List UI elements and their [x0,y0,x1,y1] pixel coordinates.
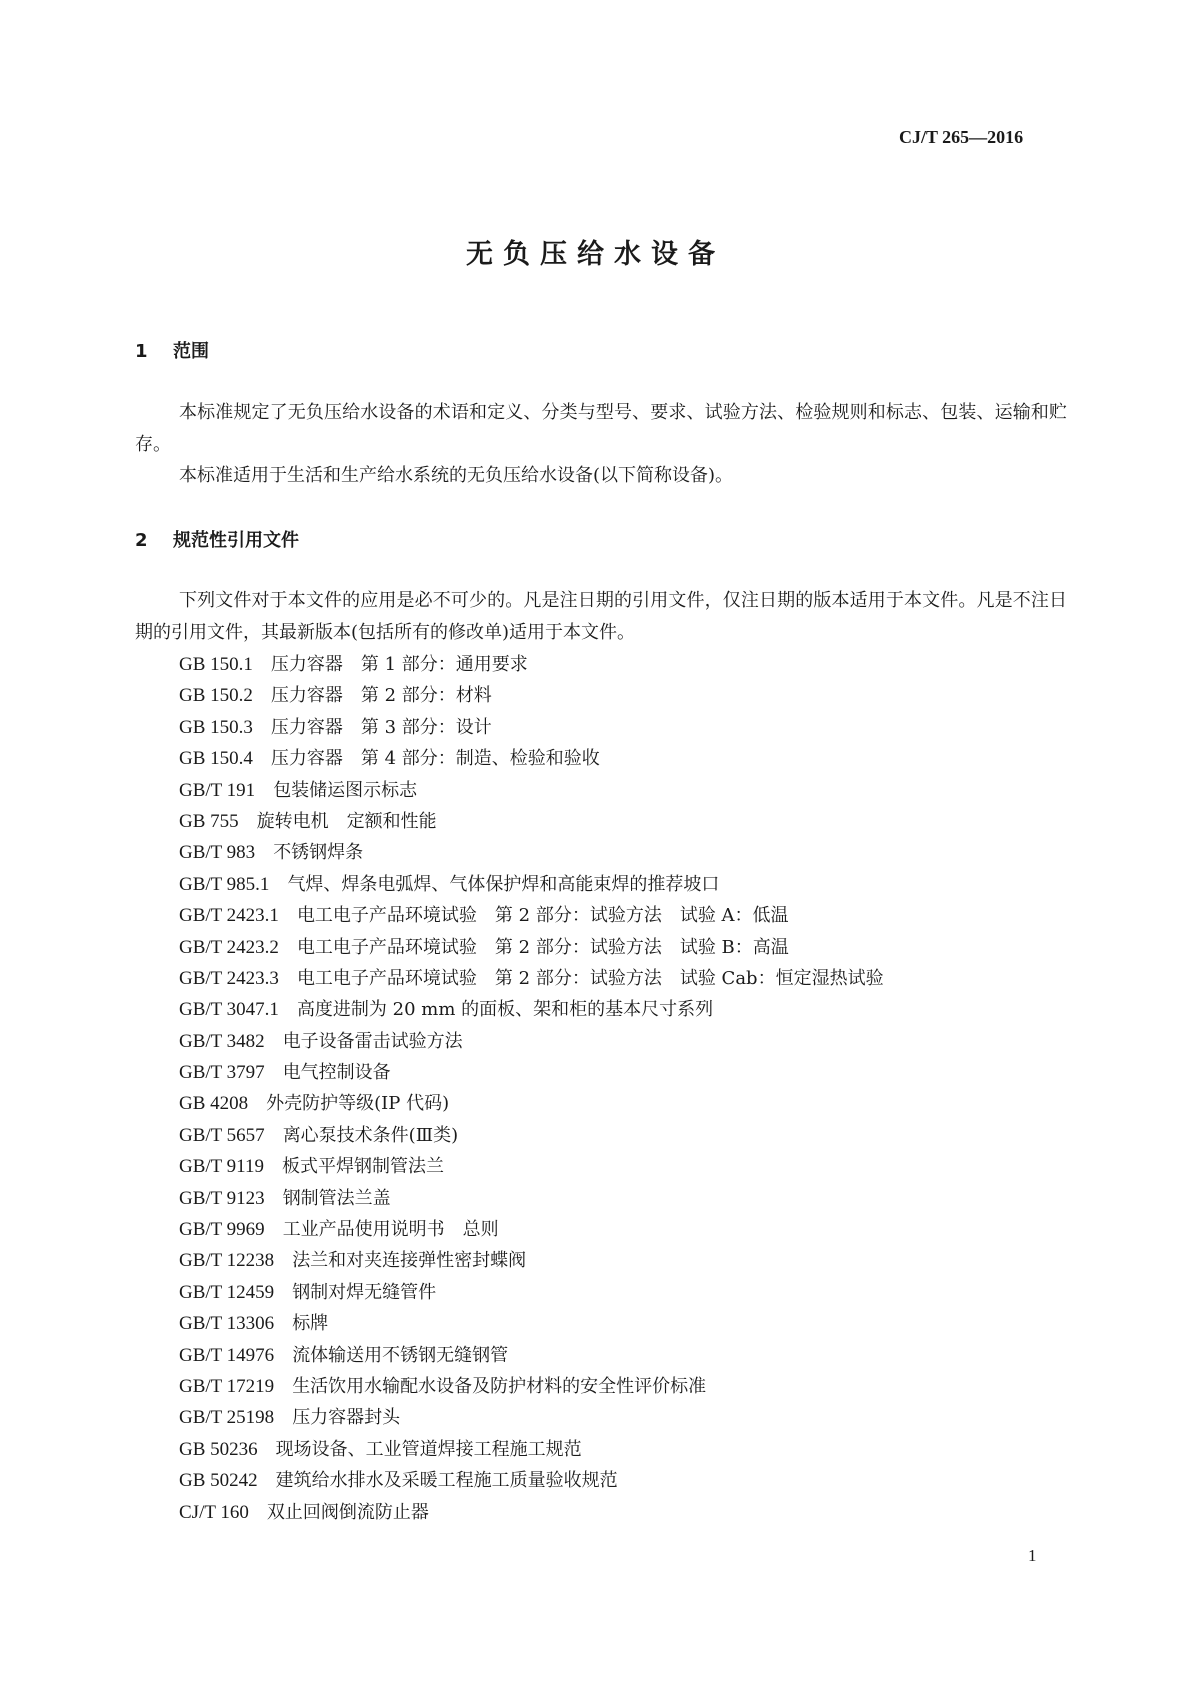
reference-code: GB/T 5657 [179,1124,265,1146]
reference-item [179,743,884,774]
reference-item [179,1465,884,1496]
reference-item [179,1371,884,1402]
reference-item [179,806,884,837]
reference-code: GB/T 25198 [179,1407,275,1429]
section-title: 规范性引用文件 [173,530,299,551]
reference-item [179,1183,884,1214]
reference-code: GB/T 3047.1 [179,999,279,1021]
reference-code: GB/T 2423.1 [179,905,279,927]
reference-code: GB 50236 [179,1438,258,1460]
reference-item [179,932,884,963]
reference-item [179,963,884,994]
reference-title: 板式平焊钢制管法兰 [281,1156,444,1178]
section-title: 范围 [173,341,209,362]
reference-title: 电子设备雷击试验方法 [282,1030,463,1052]
reference-code: GB/T 12238 [179,1250,275,1272]
section-1-heading [135,337,209,363]
reference-title: 电工电子产品环境试验 第 2 部分：试验方法 试验 Cab：恒定湿热试验 [296,967,884,989]
reference-code: GB/T 983 [179,842,256,864]
reference-title: 钢制对焊无缝管件 [292,1281,437,1303]
reference-title: 旋转电机 定额和性能 [256,810,437,832]
reference-item [179,1120,884,1151]
document-title: 无负压给水设备 [466,239,725,270]
reference-title: 现场设备、工业管道焊接工程施工规范 [275,1438,582,1460]
reference-title: 双止回阀倒流防止器 [266,1501,429,1523]
reference-title: 法兰和对夹连接弹性密封蝶阀 [292,1250,527,1272]
reference-item [179,775,884,806]
reference-title: 电工电子产品环境试验 第 2 部分：试验方法 试验 B：高温 [296,936,789,958]
reference-item [179,1057,884,1088]
reference-title: 标牌 [292,1313,329,1335]
reference-code: CJ/T 160 [179,1501,249,1523]
reference-list [179,649,884,1528]
reference-title: 离心泵技术条件(Ⅲ类) [282,1124,459,1146]
reference-title: 工业产品使用说明书 总则 [282,1219,499,1241]
reference-title: 高度进制为 20 mm 的面板、架和柜的基本尺寸系列 [296,999,714,1021]
reference-title: 电工电子产品环境试验 第 2 部分：试验方法 试验 A：低温 [296,905,789,927]
reference-title: 压力容器封头 [292,1407,401,1429]
reference-code: GB/T 9123 [179,1187,265,1209]
reference-item [179,649,884,680]
reference-item [179,869,884,900]
reference-code: GB/T 2423.3 [179,967,279,989]
reference-title: 压力容器 第 4 部分：制造、检验和验收 [270,748,600,770]
reference-title: 流体输送用不锈钢无缝钢管 [292,1344,509,1366]
reference-title: 外壳防护等级(IP 代码) [266,1093,450,1115]
reference-item [179,1245,884,1276]
reference-code: GB 150.1 [179,654,253,675]
reference-code: GB/T 14976 [179,1344,275,1366]
scope-paragraph-2: 本标准适用于生活和生产给水系统的无负压给水设备(以下简称设备)。 [179,465,734,486]
reference-code: GB 150.3 [179,716,253,738]
reference-item [179,1277,884,1308]
reference-code: GB/T 12459 [179,1281,275,1303]
reference-code: GB/T 13306 [179,1313,275,1335]
reference-title: 生活饮用水输配水设备及防护材料的安全性评价标准 [292,1375,707,1397]
reference-code: GB/T 17219 [179,1375,275,1397]
references-intro: 下列文件对于本文件的应用是必不可少的。凡是注日期的引用文件，仅注日期的版本适用于本文件。凡是不注日期的引用文件，其最新版本(包括所有的修改单)适用于本文件。 [135,590,1067,643]
reference-title: 建筑给水排水及采暖工程施工质量验收规范 [275,1470,618,1492]
reference-code: GB 50242 [179,1470,258,1492]
reference-code: GB/T 3482 [179,1030,265,1052]
scope-paragraph-1: 本标准规定了无负压给水设备的术语和定义、分类与型号、要求、试验方法、检验规则和标志、包装、运输和贮存。 [135,402,1067,455]
reference-item [179,837,884,868]
reference-title: 压力容器 第 3 部分：设计 [270,716,492,738]
reference-code: GB 4208 [179,1093,249,1115]
reference-title: 气焊、焊条电弧焊、气体保护焊和高能束焊的推荐坡口 [287,873,720,895]
standard-code: CJ/T 265—2016 [899,127,1024,147]
reference-item [179,1151,884,1182]
reference-code: GB 150.4 [179,748,253,770]
reference-code: GB/T 9969 [179,1219,265,1241]
reference-item [179,1214,884,1245]
reference-title: 钢制管法兰盖 [282,1187,391,1209]
reference-item [179,712,884,743]
reference-item [179,1308,884,1339]
reference-item [179,1434,884,1465]
reference-item [179,1088,884,1119]
section-2-heading [135,526,299,552]
reference-code: GB/T 191 [179,779,256,801]
section-number: 2 [135,530,148,551]
reference-item [179,1026,884,1057]
reference-item [179,1402,884,1433]
reference-code: GB/T 985.1 [179,873,270,895]
reference-item [179,994,884,1025]
page-number: 1 [1028,1546,1037,1565]
section-number: 1 [135,341,148,362]
reference-item [179,1340,884,1371]
reference-code: GB/T 9119 [179,1156,264,1178]
reference-item [179,900,884,931]
reference-title: 包装储运图示标志 [273,779,418,801]
reference-title: 不锈钢焊条 [273,842,364,864]
reference-title: 压力容器 第 2 部分：材料 [270,685,492,707]
reference-code: GB/T 3797 [179,1062,265,1084]
reference-title: 压力容器 第 1 部分：通用要求 [270,654,528,675]
reference-code: GB 755 [179,810,239,832]
reference-code: GB 150.2 [179,685,253,707]
reference-title: 电气控制设备 [282,1062,391,1084]
reference-item [179,680,884,711]
reference-item [179,1497,884,1528]
reference-code: GB/T 2423.2 [179,936,279,958]
